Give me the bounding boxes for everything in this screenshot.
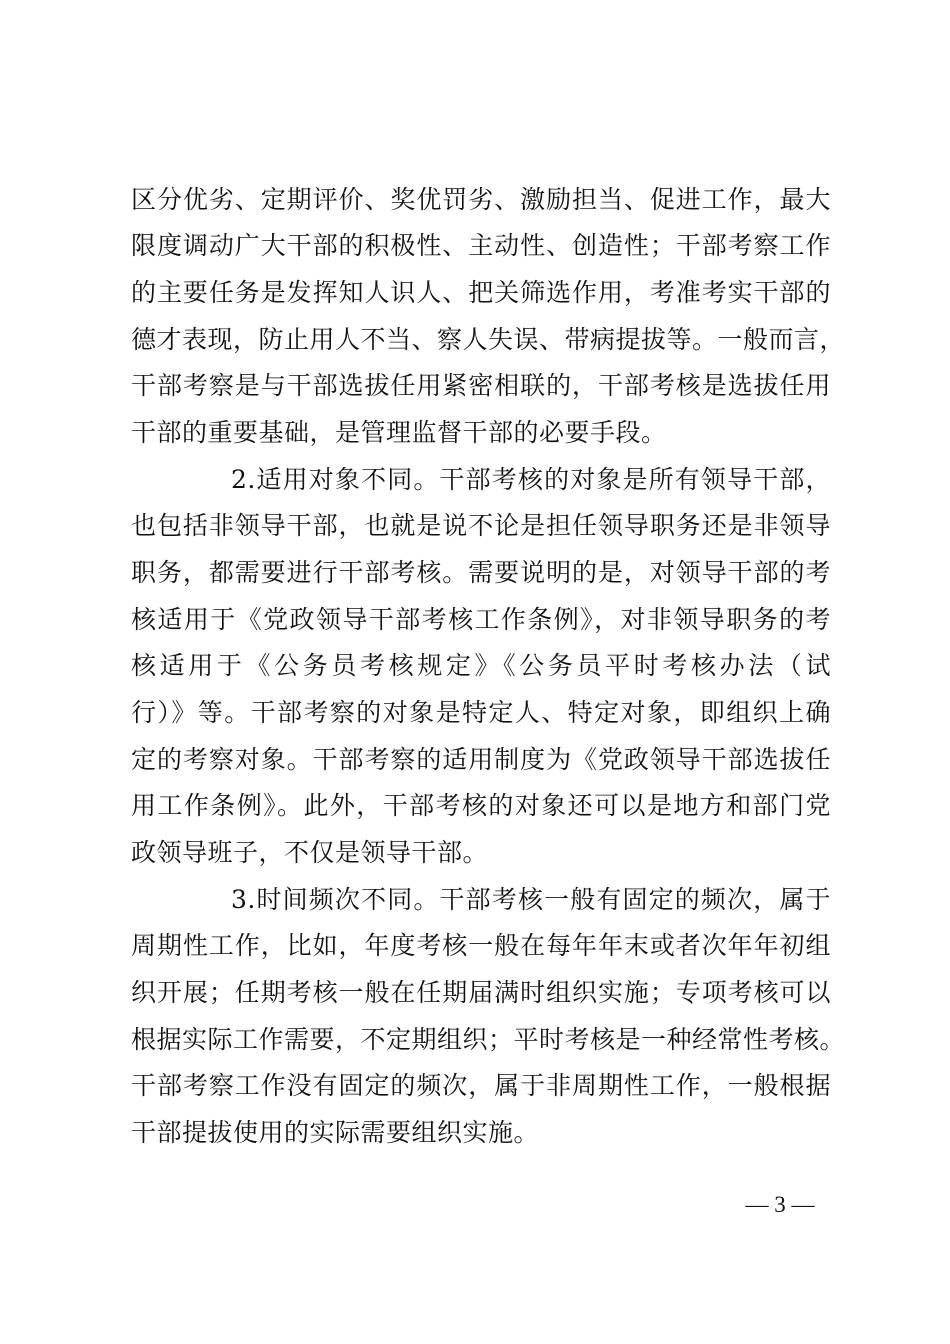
paragraph-2-line-2: 也包括非领导干部，也就是说不论是担任领导职务还是非领导	[131, 511, 831, 540]
paragraph-3-line-2: 周期性工作，比如，年度考核一般在每年年末或者次年年初组	[131, 931, 831, 960]
paragraph-1-line-6: 干部的重要基础，是管理监督干部的必要手段。	[131, 418, 667, 447]
paragraph-3-line-4: 根据实际工作需要，不定期组织；平时考核是一种经常性考核。	[131, 1025, 846, 1054]
paragraph-1-line-2: 限度调动广大干部的积极性、主动性、创造性；干部考察工作	[131, 231, 831, 260]
paragraph-2-line-7: 定的考察对象。干部考察的适用制度为《党政领导干部选拔任	[131, 745, 831, 774]
paragraph-2-line-4: 核适用于《党政领导干部考核工作条例》，对非领导职务的考	[131, 605, 831, 634]
paragraph-2-line-8: 用工作条例》。此外，干部考核的对象还可以是地方和部门党	[131, 791, 831, 820]
paragraph-3-line-1: 3.时间频次不同。干部考核一般有固定的频次，属于	[231, 885, 831, 914]
paragraph-2-line-1: 2.适用对象不同。干部考核的对象是所有领导干部，	[231, 465, 831, 494]
paragraph-2-line-5: 核适用于《公务员考核规定》《公务员平时考核办法（试	[131, 651, 831, 680]
paragraph-2-line-6: 行）》等。干部考察的对象是特定人、特定对象，即组织上确	[131, 698, 831, 727]
paragraph-1-line-3: 的主要任务是发挥知人识人、把关筛选作用，考准考实干部的	[131, 278, 831, 307]
paragraph-1-line-4: 德才表现，防止用人不当、察人失误、带病提拔等。一般而言，	[131, 325, 846, 354]
paragraph-3-line-3: 织开展；任期考核一般在任期届满时组织实施；专项考核可以	[131, 978, 831, 1007]
paragraph-3-line-5: 干部考察工作没有固定的频次，属于非周期性工作，一般根据	[131, 1071, 831, 1100]
paragraph-2-line-3: 职务，都需要进行干部考核。需要说明的是，对领导干部的考	[131, 558, 831, 587]
page-number: — 3 —	[745, 1192, 815, 1217]
paragraph-2-line-9: 政领导班子，不仅是领导干部。	[131, 838, 489, 867]
paragraph-3-line-6: 干部提拔使用的实际需要组织实施。	[131, 1118, 540, 1147]
paragraph-1-line-1: 区分优劣、定期评价、奖优罚劣、激励担当、促进工作，最大	[131, 185, 831, 214]
paragraph-1-line-5: 干部考察是与干部选拔任用紧密相联的，干部考核是选拔任用	[131, 371, 831, 400]
